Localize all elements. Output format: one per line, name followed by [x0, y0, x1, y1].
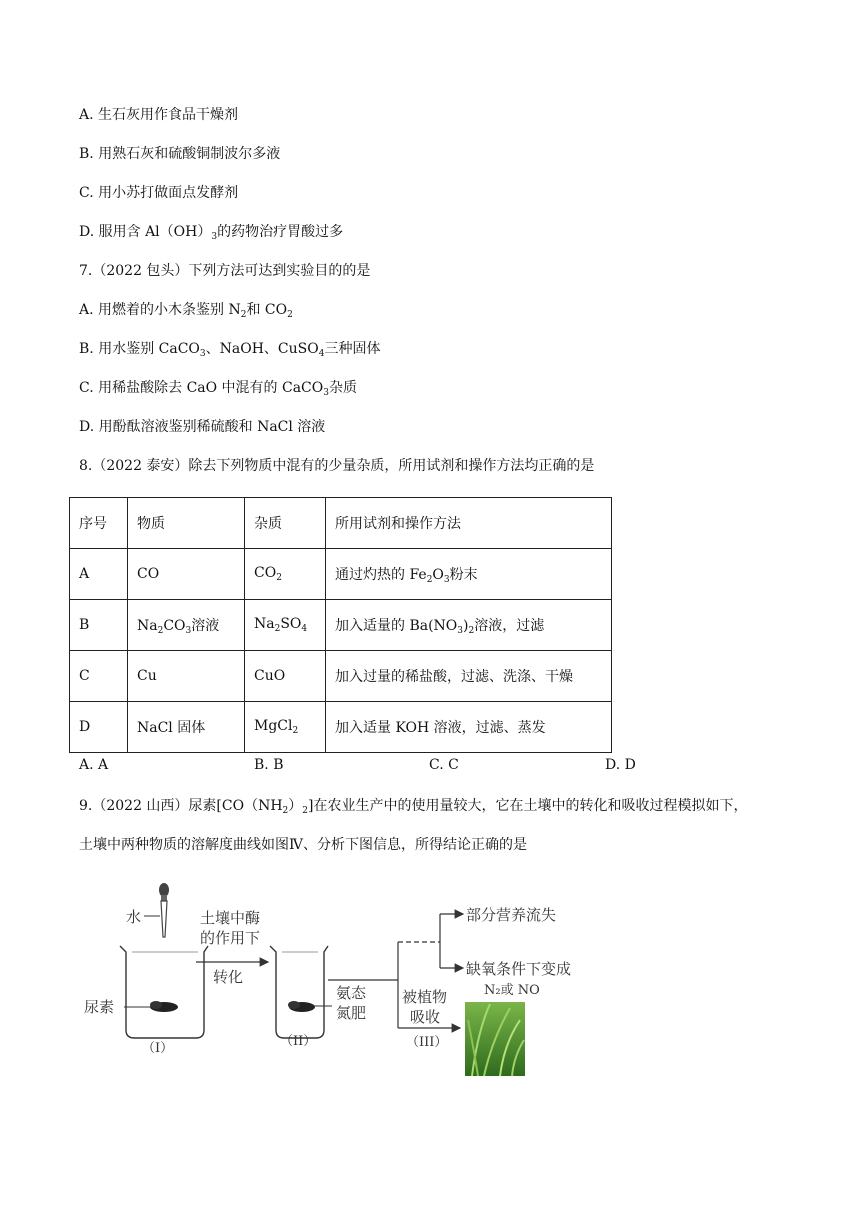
figure-label-2: （II）: [280, 1034, 317, 1049]
cell-text: MgCl: [254, 718, 293, 734]
q9-stem-line2: 土壤中两种物质的溶解度曲线如图Ⅳ、分析下图信息，所得结论正确的是: [79, 837, 527, 853]
q9-text: 9.（2022 山西）尿素[CO（NH: [79, 798, 283, 814]
cell-text: 粉末: [449, 566, 478, 583]
subscript: 3: [323, 388, 329, 398]
q7-option-b: [79, 340, 380, 363]
cell-text: 溶液，过滤: [474, 617, 545, 634]
table-cell: D: [70, 702, 128, 753]
ammonium-label-1: 氨态: [336, 984, 367, 1002]
q7-c-text-tail: 杂质: [328, 380, 357, 396]
subscript: 2: [292, 726, 299, 736]
water-label: 水: [126, 908, 142, 926]
cell-text: 溶液: [191, 617, 220, 634]
q6-d-text-tail: 的药物治疗胃酸过多: [217, 224, 344, 240]
cell-text: Na: [254, 616, 275, 632]
subscript: 2: [282, 806, 289, 816]
ammonium-label-2: 氮肥: [336, 1004, 367, 1022]
table-row: [70, 549, 612, 600]
absorb-label-2: 吸收: [410, 1008, 441, 1026]
absorb-label-1: 被植物: [402, 988, 448, 1006]
gas-label: N₂或 NO: [484, 983, 540, 998]
header-cell: 序号: [70, 498, 128, 549]
q8-option-d: D. D: [605, 757, 636, 773]
q6-option-c: C. 用小苏打做面点发酵剂: [79, 185, 239, 201]
cell-text: Na: [137, 617, 158, 634]
subscript: 2: [157, 625, 164, 636]
table-row: [70, 600, 612, 651]
header-cell: 所用试剂和操作方法: [326, 498, 612, 549]
subscript: 3: [211, 232, 218, 242]
q8-table: [69, 497, 612, 753]
q8-stem: 8.（2022 泰安）除去下列物质中混有的少量杂质，所用试剂和操作方法均正确的是: [79, 458, 595, 474]
table-cell: A: [70, 549, 128, 600]
subscript: 3: [185, 625, 192, 636]
enzyme-label-3: 转化: [213, 968, 244, 986]
subscript: 2: [240, 310, 247, 320]
q8-option-a: A. A: [79, 757, 109, 773]
urea-conversion-diagram: [80, 880, 600, 1080]
q7-b-text2: 、NaOH、CuSO: [205, 341, 319, 357]
table-cell: NaCl 固体: [128, 702, 245, 753]
cell-text: SO: [280, 616, 302, 632]
subscript: 4: [301, 624, 308, 634]
figure-label-1: （I）: [142, 1041, 174, 1056]
q9-text: ）: [288, 798, 303, 814]
table-cell: [245, 600, 326, 651]
cell-text: O: [432, 566, 444, 583]
cell-text: CO: [163, 617, 186, 634]
q7-c-text: C. 用稀盐酸除去 CaO 中混有的 CaCO: [79, 380, 324, 396]
beaker-1-icon: [120, 946, 208, 1038]
table-cell: B: [70, 600, 128, 651]
q6-d-text: D. 服用含 Al（OH）: [79, 224, 212, 240]
enzyme-label-2: 的作用下: [200, 929, 261, 947]
q8-option-c: C. C: [429, 757, 459, 773]
table-cell: C: [70, 651, 128, 702]
formula-text: CO: [254, 565, 277, 581]
q7-b-text: B. 用水鉴别 CaCO: [79, 341, 200, 357]
subscript: 2: [302, 806, 309, 816]
q8-option-b: B. B: [254, 757, 284, 773]
q7-a-text-mid: 和 CO: [246, 302, 288, 318]
q9-stem-line1: [79, 797, 747, 820]
subscript: 2: [274, 624, 281, 634]
table-cell: CuO: [245, 651, 326, 702]
subscript: 3: [457, 625, 464, 636]
urea-label: 尿素: [84, 998, 115, 1016]
subscript: 4: [318, 349, 325, 359]
cell-text: 加入适量的 Ba(NO: [335, 617, 458, 634]
q7-a-text: A. 用燃着的小木条鉴别 N: [79, 302, 241, 318]
table-cell: [245, 702, 326, 753]
subscript: 2: [468, 625, 475, 636]
table-row: [70, 702, 612, 753]
table-cell: 加入适量 KOH 溶液，过滤、蒸发: [326, 702, 612, 753]
header-cell: 物质: [128, 498, 245, 549]
table-row: [70, 651, 612, 702]
subscript: 3: [199, 349, 206, 359]
plant-photo: [465, 1002, 525, 1076]
loss-label: 部分营养流失: [466, 906, 557, 924]
subscript: 2: [426, 574, 433, 585]
table-cell: [326, 600, 612, 651]
table-cell: [326, 549, 612, 600]
table-cell: 加入过量的稀盐酸，过滤、洗涤、干燥: [326, 651, 612, 702]
q8-options: [79, 757, 679, 775]
subscript: 2: [287, 310, 293, 320]
q7-option-a: [79, 301, 293, 324]
q7-option-d: D. 用酚酞溶液鉴别稀硫酸和 NaCl 溶液: [79, 419, 326, 435]
table-cell: [128, 600, 245, 651]
table-cell: CO: [128, 549, 245, 600]
subscript: 2: [276, 573, 282, 583]
q6-option-b: B. 用熟石灰和硫酸铜制波尔多液: [79, 146, 281, 162]
dropper-icon: [159, 883, 169, 937]
beaker-2-icon: [270, 946, 328, 1038]
anoxic-label: 缺氧条件下变成: [466, 960, 572, 978]
q7-option-c: [79, 379, 357, 402]
cell-text: 通过灼热的 Fe: [335, 566, 427, 583]
enzyme-label-1: 土壤中酶: [200, 909, 261, 927]
table-header-row: [70, 498, 612, 549]
q6-option-d: [79, 223, 343, 246]
q9-text: ]在农业生产中的使用量较大，它在土壤中的转化和吸收过程模拟如下，: [308, 798, 748, 814]
q7-stem: 7.（2022 包头）下列方法可达到实验目的的是: [79, 263, 371, 279]
q6-option-a: A. 生石灰用作食品干燥剂: [79, 107, 239, 123]
table-cell: [245, 549, 326, 600]
cell-text: ): [463, 617, 469, 634]
table-cell: Cu: [128, 651, 245, 702]
header-cell: 杂质: [245, 498, 326, 549]
q7-b-text3: 三种固体: [324, 341, 381, 357]
figure-label-3: （III）: [406, 1035, 448, 1050]
subscript: 3: [443, 574, 450, 585]
